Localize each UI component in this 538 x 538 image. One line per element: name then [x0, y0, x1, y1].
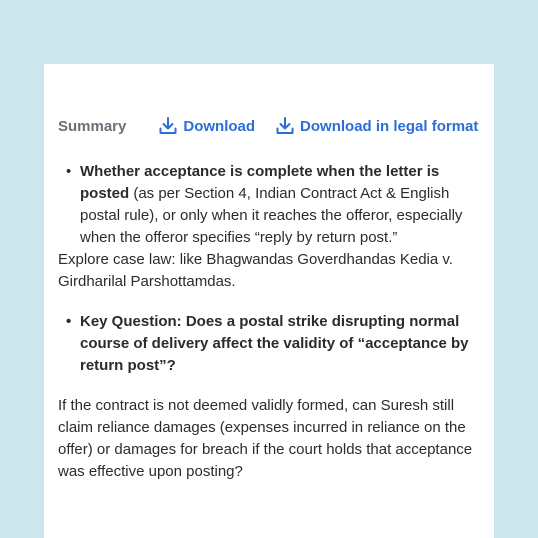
bullet1-bold-text: Whether acceptance is complete when the letter is posted	[80, 163, 440, 202]
list-item	[80, 161, 482, 249]
bullet-list-1	[58, 161, 482, 249]
summary-toolbar	[58, 114, 478, 138]
summary-content	[58, 161, 482, 483]
download-legal-format-button[interactable]	[275, 116, 478, 136]
damages-paragraph: If the contract is not deemed validly formed, can Suresh still claim reliance damages (expenses incurred in reliance on the offer) or damages for breach if the court holds that acceptance was effective upon posting?	[58, 397, 473, 480]
summary-card	[44, 64, 494, 538]
download-legal-format-label: Download in legal format	[300, 117, 479, 135]
summary-label: Summary	[58, 117, 127, 135]
download-icon	[275, 116, 295, 136]
download-button[interactable]	[158, 116, 255, 136]
list-item: • Key Question: Does a postal strike disrupting normal course of delivery affect the validity of “acceptance by return post”?	[80, 311, 482, 377]
download-icon	[158, 116, 178, 136]
bullet1-text: (as per Section 4, Indian Contract Act & English postal rule), or only when it reaches the offeror, especially when the offeror specifies “reply by return post.”	[80, 185, 463, 246]
case-law-paragraph: Explore case law: like Bhagwandas Goverdhandas Kedia v. Girdharilal Parshottamdas.	[58, 251, 453, 290]
bullet-list-2	[58, 311, 482, 377]
download-label: Download	[183, 117, 256, 135]
